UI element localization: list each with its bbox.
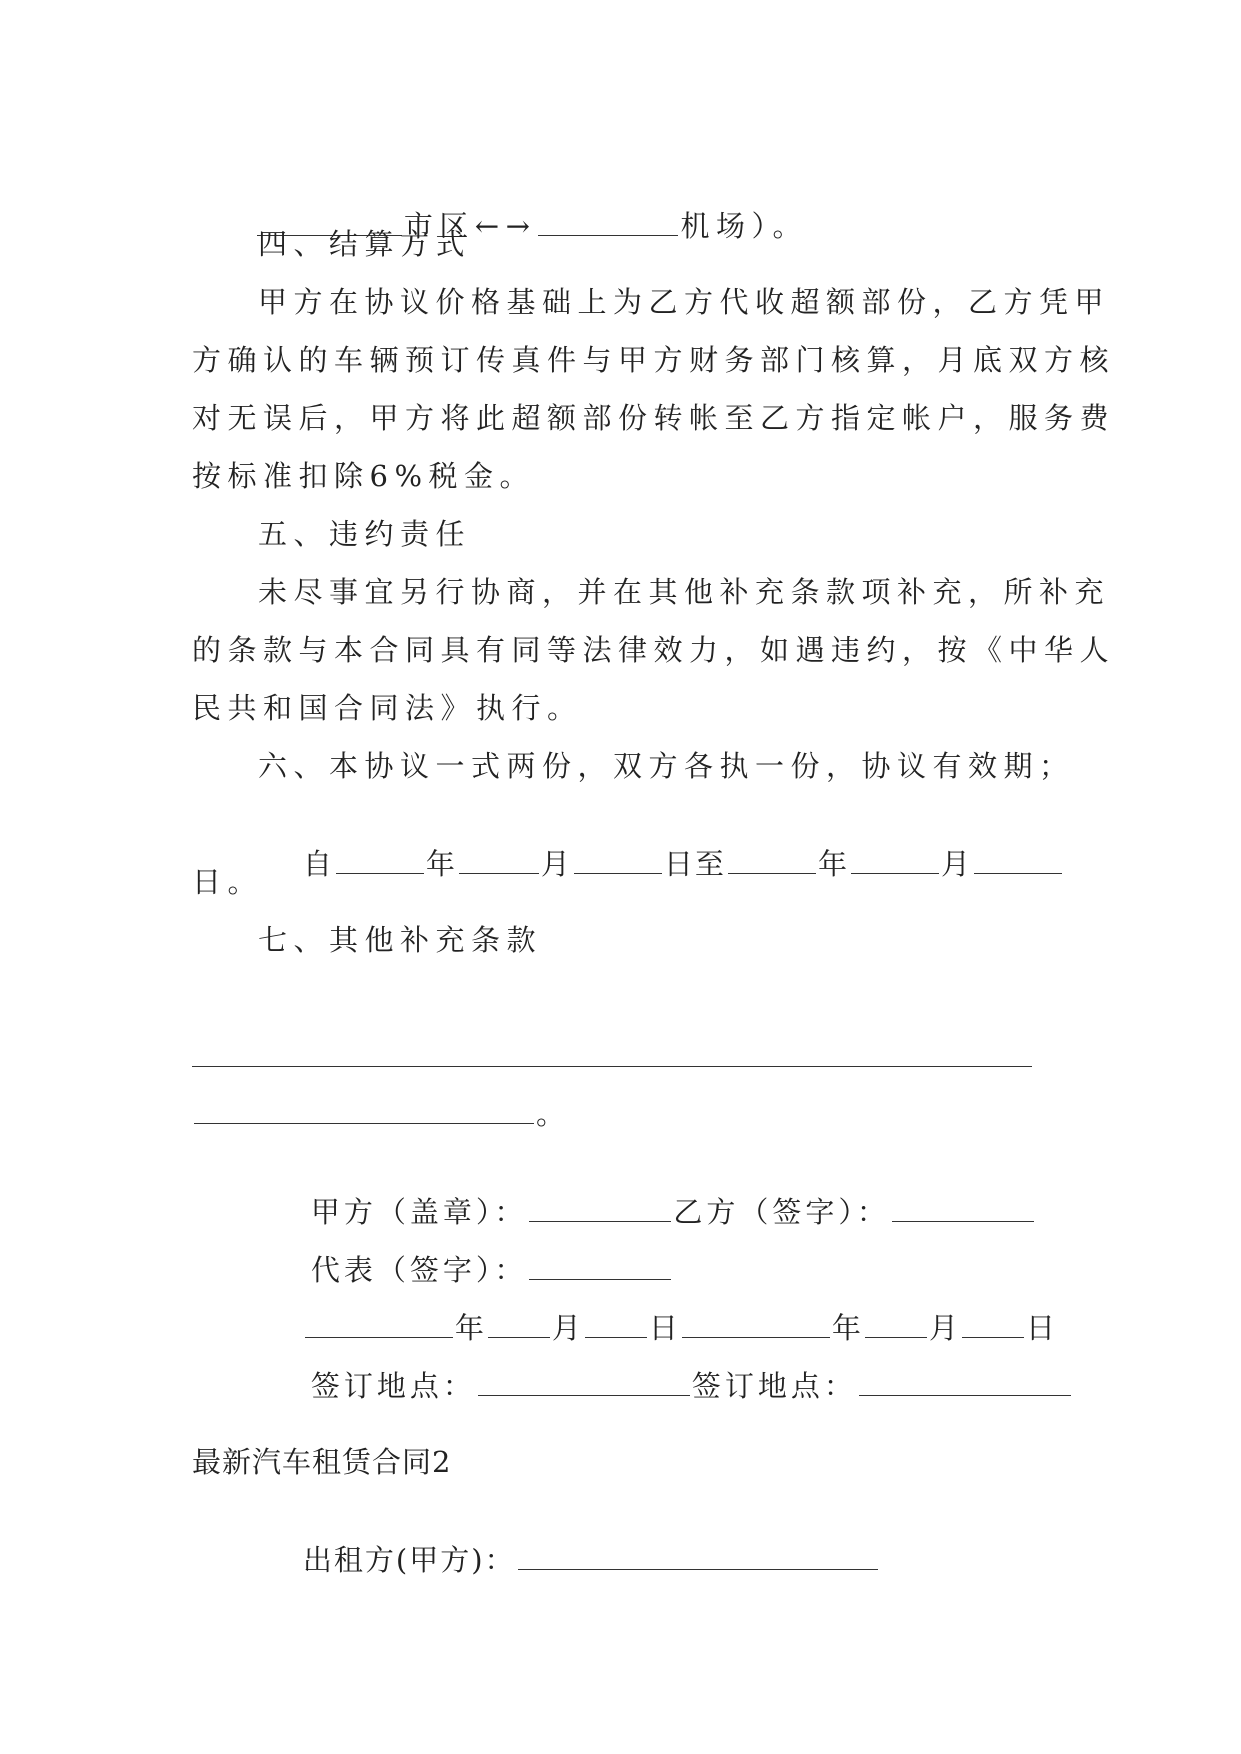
month-label: 月 bbox=[940, 847, 972, 881]
blank-day-start bbox=[574, 847, 662, 874]
year-label: 年 bbox=[454, 1311, 486, 1345]
blank-month-end bbox=[851, 847, 939, 874]
month-label: 月 bbox=[540, 847, 572, 881]
blank-supplementary bbox=[194, 1097, 534, 1124]
section-heading-supplementary: 七、其他补充条款 bbox=[258, 923, 543, 957]
party-b-sign-label: 乙方（签字）： bbox=[673, 1195, 890, 1229]
lessor-line bbox=[258, 1500, 880, 1620]
blank-month-start bbox=[459, 847, 539, 874]
lessor-label: 出租方(甲方)： bbox=[302, 1543, 516, 1577]
section-heading-settlement: 四、结算方式 bbox=[258, 227, 472, 261]
month-label: 月 bbox=[928, 1311, 960, 1345]
signing-place-label: 签订地点： bbox=[310, 1369, 476, 1403]
contract-title: 最新汽车租赁合同2 bbox=[192, 1445, 452, 1479]
supplementary-blank-line bbox=[192, 1066, 1032, 1067]
party-a-seal-label: 甲方（盖章）： bbox=[310, 1195, 528, 1229]
blank-lessor bbox=[518, 1543, 878, 1570]
year-label: 年 bbox=[817, 847, 849, 881]
paragraph-line: 对无误后，甲方将此超额部份转帐至乙方指定帐户，服务费 bbox=[192, 401, 1116, 435]
representative-sign-label: 代表（签字）： bbox=[310, 1253, 528, 1287]
supplementary-blank-line-2 bbox=[192, 1094, 572, 1134]
paragraph-line: 甲方在协议价格基础上为乙方代收超额部份，乙方凭甲 bbox=[258, 285, 1111, 319]
section-heading-breach: 五、违约责任 bbox=[258, 517, 472, 551]
blank-day-end bbox=[974, 847, 1062, 874]
year-label: 年 bbox=[831, 1311, 863, 1345]
blank-place-a bbox=[478, 1369, 690, 1396]
route-airport-label: 机场）。 bbox=[680, 209, 808, 243]
month-label: 月 bbox=[551, 1311, 583, 1345]
day-label: 日 bbox=[1025, 1311, 1057, 1345]
signing-place-line bbox=[258, 1326, 1073, 1446]
paragraph-line: 方确认的车辆预订传真件与甲方财务部门核算，月底双方核 bbox=[192, 343, 1116, 377]
period-mark: 。 bbox=[536, 1097, 572, 1131]
section-heading-copies: 六、本协议一式两份，双方各执一份，协议有效期； bbox=[258, 749, 1075, 783]
blank-year-end bbox=[728, 847, 816, 874]
paragraph-line: 按标准扣除6%税金。 bbox=[192, 459, 536, 493]
day-label: 日 bbox=[648, 1311, 680, 1345]
from-label: 自 bbox=[302, 847, 334, 881]
blank-place-b bbox=[859, 1369, 1071, 1396]
validity-end-label: 日。 bbox=[192, 865, 264, 899]
paragraph-line: 民共和国合同法》执行。 bbox=[192, 691, 583, 725]
year-label: 年 bbox=[425, 847, 457, 881]
day-to-label: 日至 bbox=[663, 847, 726, 881]
paragraph-line: 的条款与本合同具有同等法律效力，如遇违约，按《中华人 bbox=[192, 633, 1116, 667]
blank-year-start bbox=[336, 847, 424, 874]
paragraph-line: 未尽事宜另行协商，并在其他补充条款项补充，所补充 bbox=[258, 575, 1111, 609]
blank-party-b bbox=[892, 1195, 1034, 1222]
validity-period-line bbox=[258, 804, 1064, 924]
signing-place-label: 签订地点： bbox=[691, 1369, 857, 1403]
route-city-label: 市区←→ bbox=[403, 209, 537, 243]
blank-airport bbox=[538, 209, 678, 236]
